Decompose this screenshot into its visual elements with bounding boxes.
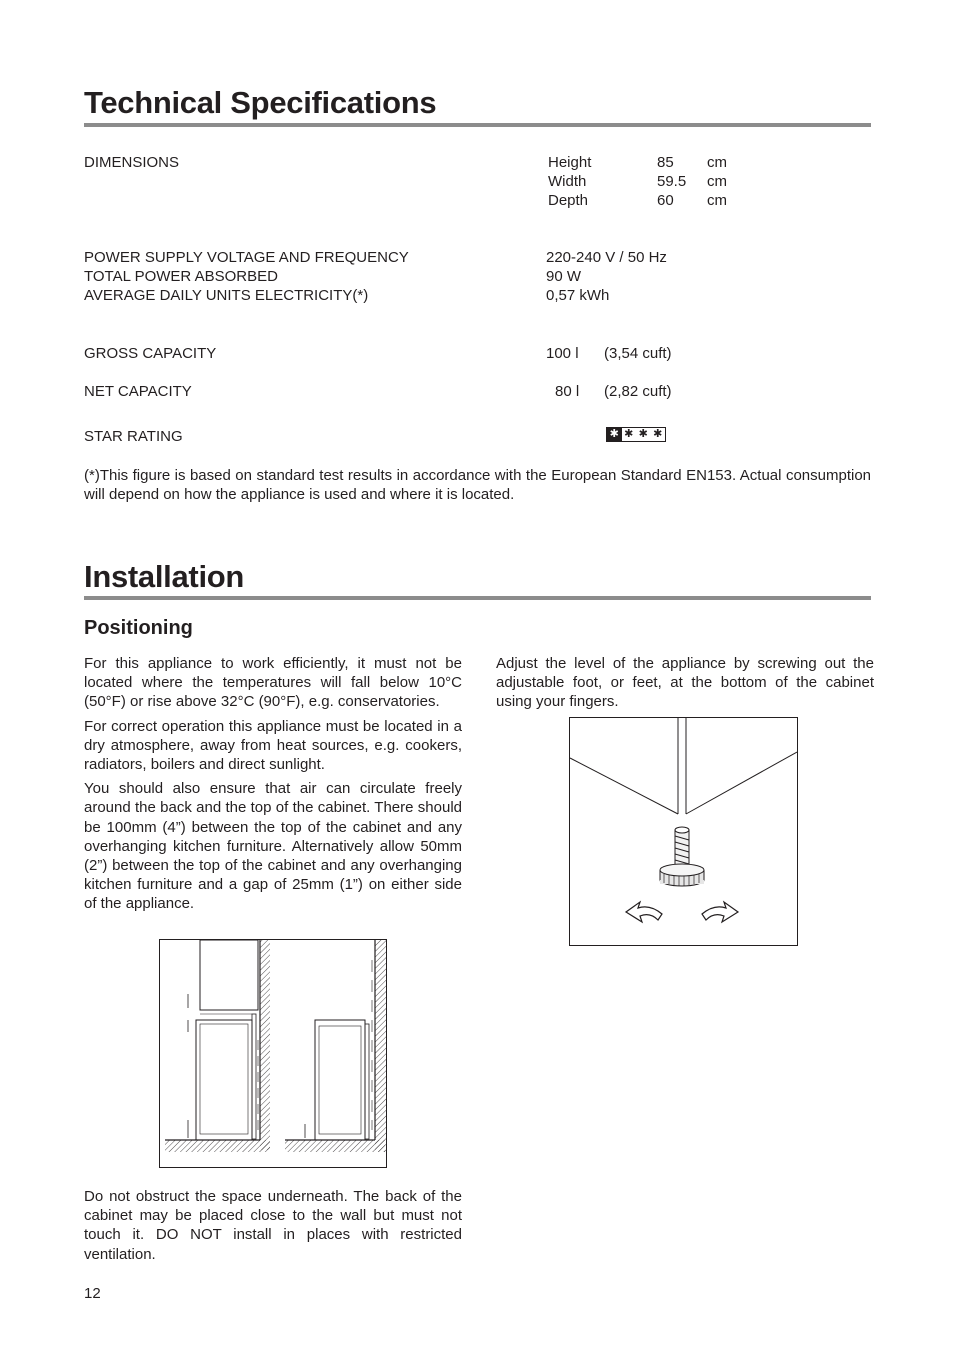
dimension-value: 59.5 (657, 173, 687, 190)
spec-value: 90 W (546, 268, 582, 285)
net-capacity-imperial: (2,82 cuft) (604, 383, 672, 400)
paragraph: For this appliance to work efficiently, it must not be located where the temperatures will fall below 10°C (50°F) or rise above 32°C (90°F), e.g. conservatories. (84, 655, 462, 711)
paragraph: You should also ensure that air can circulate freely around the back and the top of the cabinet. There should be 100mm (4”) between the top of the cabinet and any overhanging kitchen furniture. Alternatively allow 50mm (2”) between the top of the cabinet and any overhanging kitchen furniture and a gap of 25mm (1”) on either side of the appliance. (84, 780, 462, 913)
dimensions-label: DIMENSIONS (84, 154, 180, 171)
adjustable-foot-diagram (569, 717, 798, 946)
levelling-instructions: Adjust the level of the appliance by screwing out the adjustable foot, or feet, at the bottom of the cabinet using your fingers. (496, 655, 874, 711)
paragraph: For correct operation this appliance must be located in a dry atmosphere, away from heat sources, e.g. cookers, radiators, boilers and direct sunlight. (84, 717, 462, 774)
net-capacity-value: 80 l (555, 383, 580, 400)
gross-capacity-imperial: (3,54 cuft) (604, 345, 672, 362)
title-rule (84, 123, 871, 127)
installation-title: Installation (84, 559, 245, 594)
dimension-unit: cm (707, 173, 727, 190)
spec-label: AVERAGE DAILY UNITS ELECTRICITY(*) (84, 287, 369, 304)
dimension-value: 60 (657, 192, 674, 209)
dimension-name: Height (548, 154, 592, 171)
dimension-name: Depth (548, 192, 589, 209)
spec-label: POWER SUPPLY VOLTAGE AND FREQUENCY (84, 249, 409, 266)
dimension-name: Width (548, 173, 587, 190)
clearance-diagram (159, 939, 387, 1168)
footnote: (*)This figure is based on standard test results in accordance with the European Standard EN153. Actual consumption will depend on how the appliance is used and where it is located. (84, 467, 871, 504)
star-rating-symbol (606, 427, 666, 442)
star-icon: ✱ (607, 428, 622, 441)
spec-value: 220-240 V / 50 Hz (546, 249, 667, 266)
positioning-left-column (84, 654, 462, 919)
underneath-note: Do not obstruct the space underneath. The back of the cabinet may be placed close to the wall but must not touch it. DO NOT install in places with restricted ventilation. (84, 1188, 462, 1263)
net-capacity-label: NET CAPACITY (84, 383, 192, 400)
star-icon: ✱ (638, 428, 648, 440)
star-icon: ✱ (624, 428, 634, 440)
star-icon: ✱ (653, 428, 663, 440)
dimension-value: 85 (657, 154, 674, 171)
page-number: 12 (84, 1285, 101, 1302)
dimension-unit: cm (707, 192, 727, 209)
gross-capacity-value: 100 l (546, 345, 579, 362)
dimension-unit: cm (707, 154, 727, 171)
tech-spec-title: Technical Specifications (84, 85, 437, 120)
title-rule (84, 596, 871, 600)
spec-label: TOTAL POWER ABSORBED (84, 268, 278, 285)
gross-capacity-label: GROSS CAPACITY (84, 345, 217, 362)
spec-value: 0,57 kWh (546, 287, 610, 304)
star-rating-label: STAR RATING (84, 428, 183, 445)
positioning-heading: Positioning (84, 617, 193, 639)
